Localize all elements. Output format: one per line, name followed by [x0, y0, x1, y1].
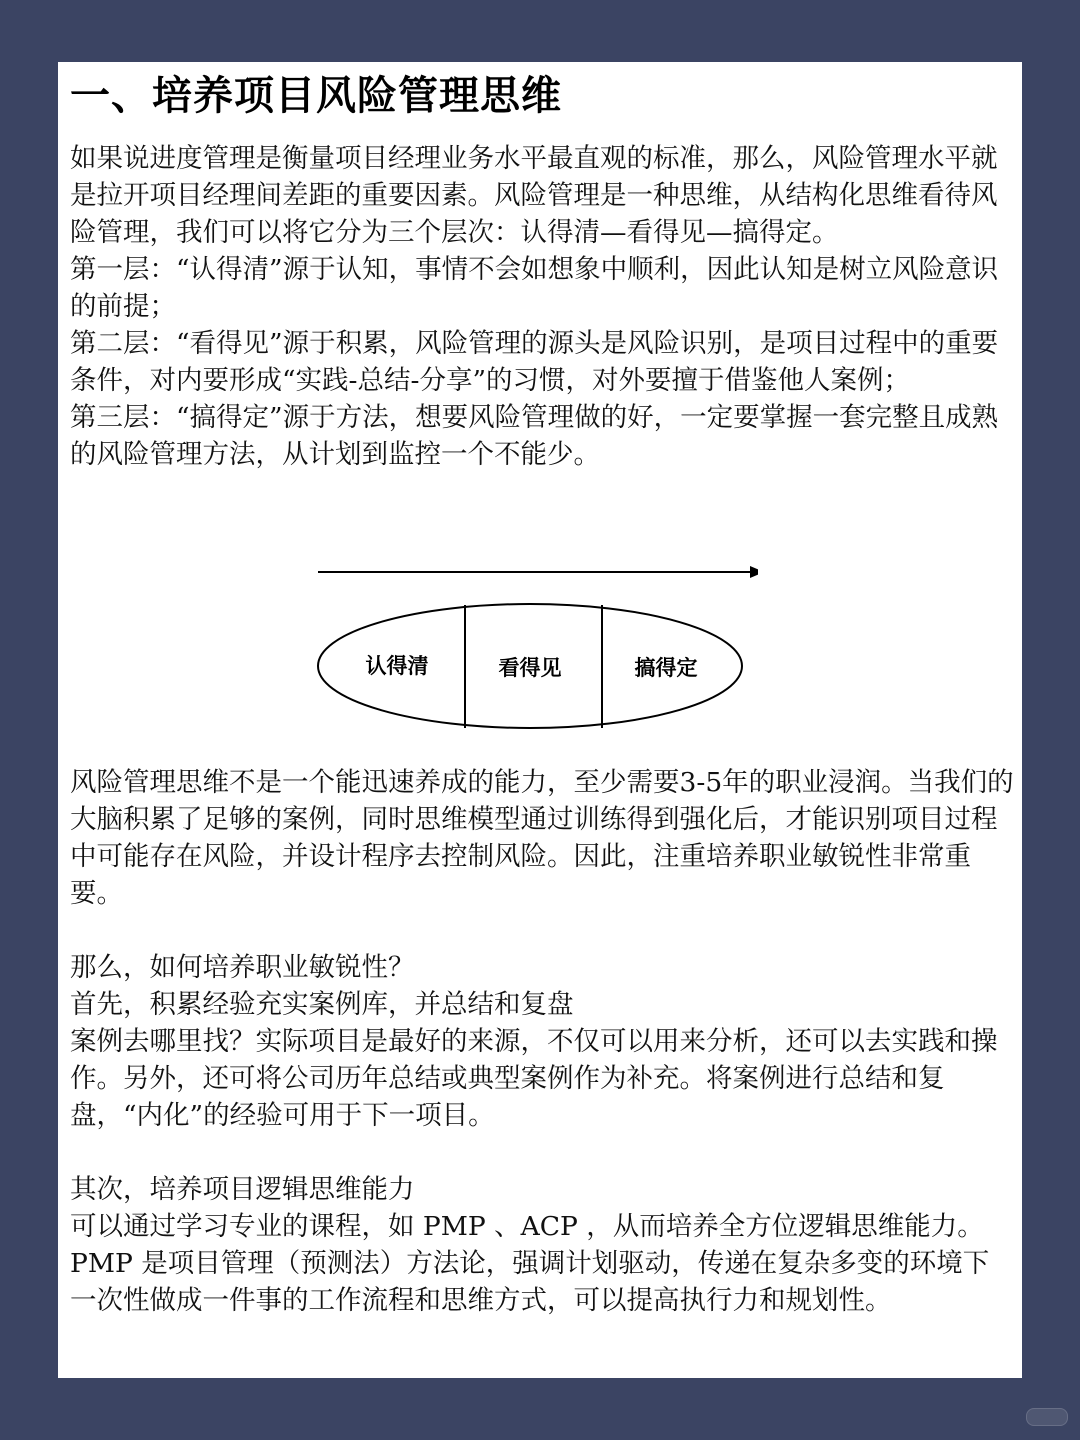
- paragraph: 第三层：“搞得定”源于方法，想要风险管理做的好，一定要掌握一套完整且成熟的风险管理方法，从计划到监控一个不能少。: [70, 402, 999, 470]
- intro-text: [70, 140, 1014, 473]
- paragraph: 如果说进度管理是衡量项目经理业务水平最直观的标准，那么，风险管理水平就是拉开项目经理间差距的重要因素。风险管理是一种思维，从结构化思维看待风险管理，我们可以将它分为三个层次：认得清—看得见—搞得定。: [70, 143, 998, 248]
- process-arrow: [318, 566, 758, 578]
- paragraph: 可以通过学习专业的课程，如 PMP 、ACP ，从而培养全方位逻辑思维能力。PMP 是项目管理（预测法）方法论，强调计划驱动，传递在复杂多变的环境下一次性做成一件事的工作流程和思维方式，可以提高执行力和规划性。: [70, 1211, 990, 1316]
- blank-line: [70, 1134, 1014, 1171]
- watermark-logo: [1026, 1408, 1068, 1426]
- three-levels-diagram: [308, 562, 758, 742]
- arrow-head: [750, 566, 758, 578]
- paragraph: 第二层：“看得见”源于积累，风险管理的源头是风险识别，是项目过程中的重要条件，对内要形成“实践-总结-分享”的习惯，对外要擅于借鉴他人案例；: [70, 328, 999, 396]
- stage-label-recognize: 认得清: [365, 654, 429, 678]
- page-title: 一、培养项目风险管理思维: [70, 73, 562, 119]
- paragraph: 风险管理思维不是一个能迅速养成的能力，至少需要3-5年的职业浸润。当我们的大脑积累了足够的案例，同时思维模型通过训练得到强化后，才能识别项目过程中可能存在风险，并设计程序去控制风险。因此，注重培养职业敏锐性非常重要。: [70, 767, 1014, 909]
- section-heading: 其次，培养项目逻辑思维能力: [70, 1174, 415, 1205]
- stage-label-see: 看得见: [498, 656, 562, 680]
- blank-line: [70, 912, 1014, 949]
- section-heading: 首先，积累经验充实案例库，并总结和复盘: [70, 989, 574, 1020]
- question-line: 那么，如何培养职业敏锐性？: [70, 952, 415, 983]
- paragraph: 第一层：“认得清”源于认知，事情不会如想象中顺利，因此认知是树立风险意识的前提；: [70, 254, 999, 322]
- paragraph: 案例去哪里找？实际项目是最好的来源，不仅可以用来分析，还可以去实践和操作。另外，还可将公司历年总结或典型案例作为补充。将案例进行总结和复盘，“内化”的经验可用于下一项目。: [70, 1026, 998, 1131]
- body-text: [70, 764, 1014, 1319]
- article-card: [58, 62, 1022, 1378]
- stage-label-handle: 搞得定: [634, 656, 698, 680]
